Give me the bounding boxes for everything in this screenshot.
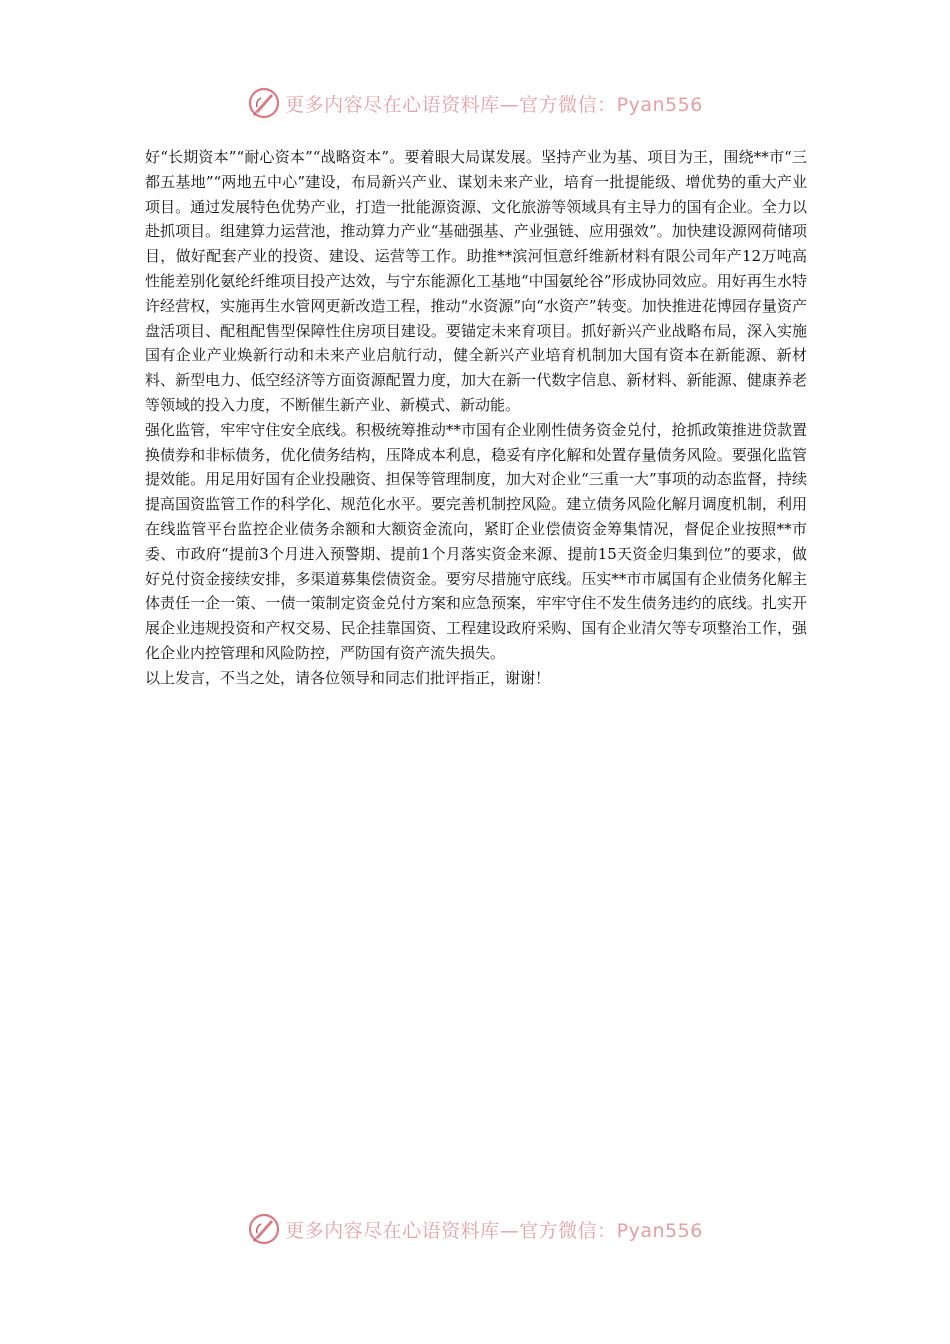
body-paragraph-2: 强化监管，牢牢守住安全底线。积极统筹推动**市国有企业刚性债务资金兑付，抢抓政策推进贷款置换债券和非标债务，优化债务结构，压降成本利息，稳妥有序化解和处置存量债务风险。要强化监管提效能。用足用好国有企业投融资、担保等管理制度，加大对企业“三重一大”事项的动态监督，持续提高国资监管工作的科学化、规范化水平。要完善机制控风险。建立债务风险化解月调度机制，利用在线监管平台监控企业债务余额和大额资金流向，紧盯企业偿债资金筹集情况，督促企业按照**市委、市政府“提前3个月进入预警期、提前1个月落实资金来源、提前15天资金归集到位”的要求，做好兑付资金接续安排，多渠道募集偿债资金。要穷尽措施守底线。压实**市市属国有企业债务化解主体责任一企一策、一债一策制定资金兑付方案和应急预案，牢牢守住不发生债务违约的底线。扎实开展企业违规投资和产权交易、民企挂靠国资、工程建设政府采购、国有企业清欠等专项整治工作，强化企业内控管理和风险防控，严防国有资产流失损失。 — [145, 420, 807, 662]
quill-pen-circle-icon — [247, 86, 281, 120]
footer-watermark — [0, 1206, 950, 1252]
footer-watermark-text: 更多内容尽在心语资料库—官方微信：Pyan556 — [285, 1219, 703, 1242]
body-paragraph-3: 以上发言，不当之处，请各位领导和同志们批评指正，谢谢！ — [145, 668, 551, 687]
header-watermark — [0, 80, 950, 126]
document-body — [145, 145, 807, 691]
body-paragraph-1: 好“长期资本”“耐心资本”“战略资本”。要着眼大局谋发展。坚持产业为基、项目为王，围绕**市“三都五基地”“两地五中心”建设，布局新兴产业、谋划未来产业，培育一批提能级、增优势的重大产业项目。通过发展特色优势产业，打造一批能源资源、文化旅游等领域具有主导力的国有企业。全力以赴抓项目。组建算力运营池，推动算力产业“基础强基、产业强链、应用强效”。加快建设源网荷储项目，做好配套产业的投资、建设、运营等工作。助推**滨河恒意纤维新材料有限公司年产12万吨高性能差别化氨纶纤维项目投产达效，与宁东能源化工基地“中国氨纶谷”形成协同效应。用好再生水特许经营权，实施再生水管网更新改造工程，推动“水资源”向“水资产”转变。加快推进花博园存量资产盘活项目、配租配售型保障性住房项目建设。要锚定未来育项目。抓好新兴产业战略布局，深入实施国有企业产业焕新行动和未来产业启航行动，健全新兴产业培育机制加大国有资本在新能源、新材料、新型电力、低空经济等方面资源配置力度，加大在新一代数字信息、新材料、新能源、健康养老等领域的投入力度，不断催生新产业、新模式、新动能。 — [145, 148, 807, 414]
quill-pen-circle-icon — [247, 1212, 281, 1246]
header-watermark-text: 更多内容尽在心语资料库—官方微信：Pyan556 — [285, 93, 703, 116]
